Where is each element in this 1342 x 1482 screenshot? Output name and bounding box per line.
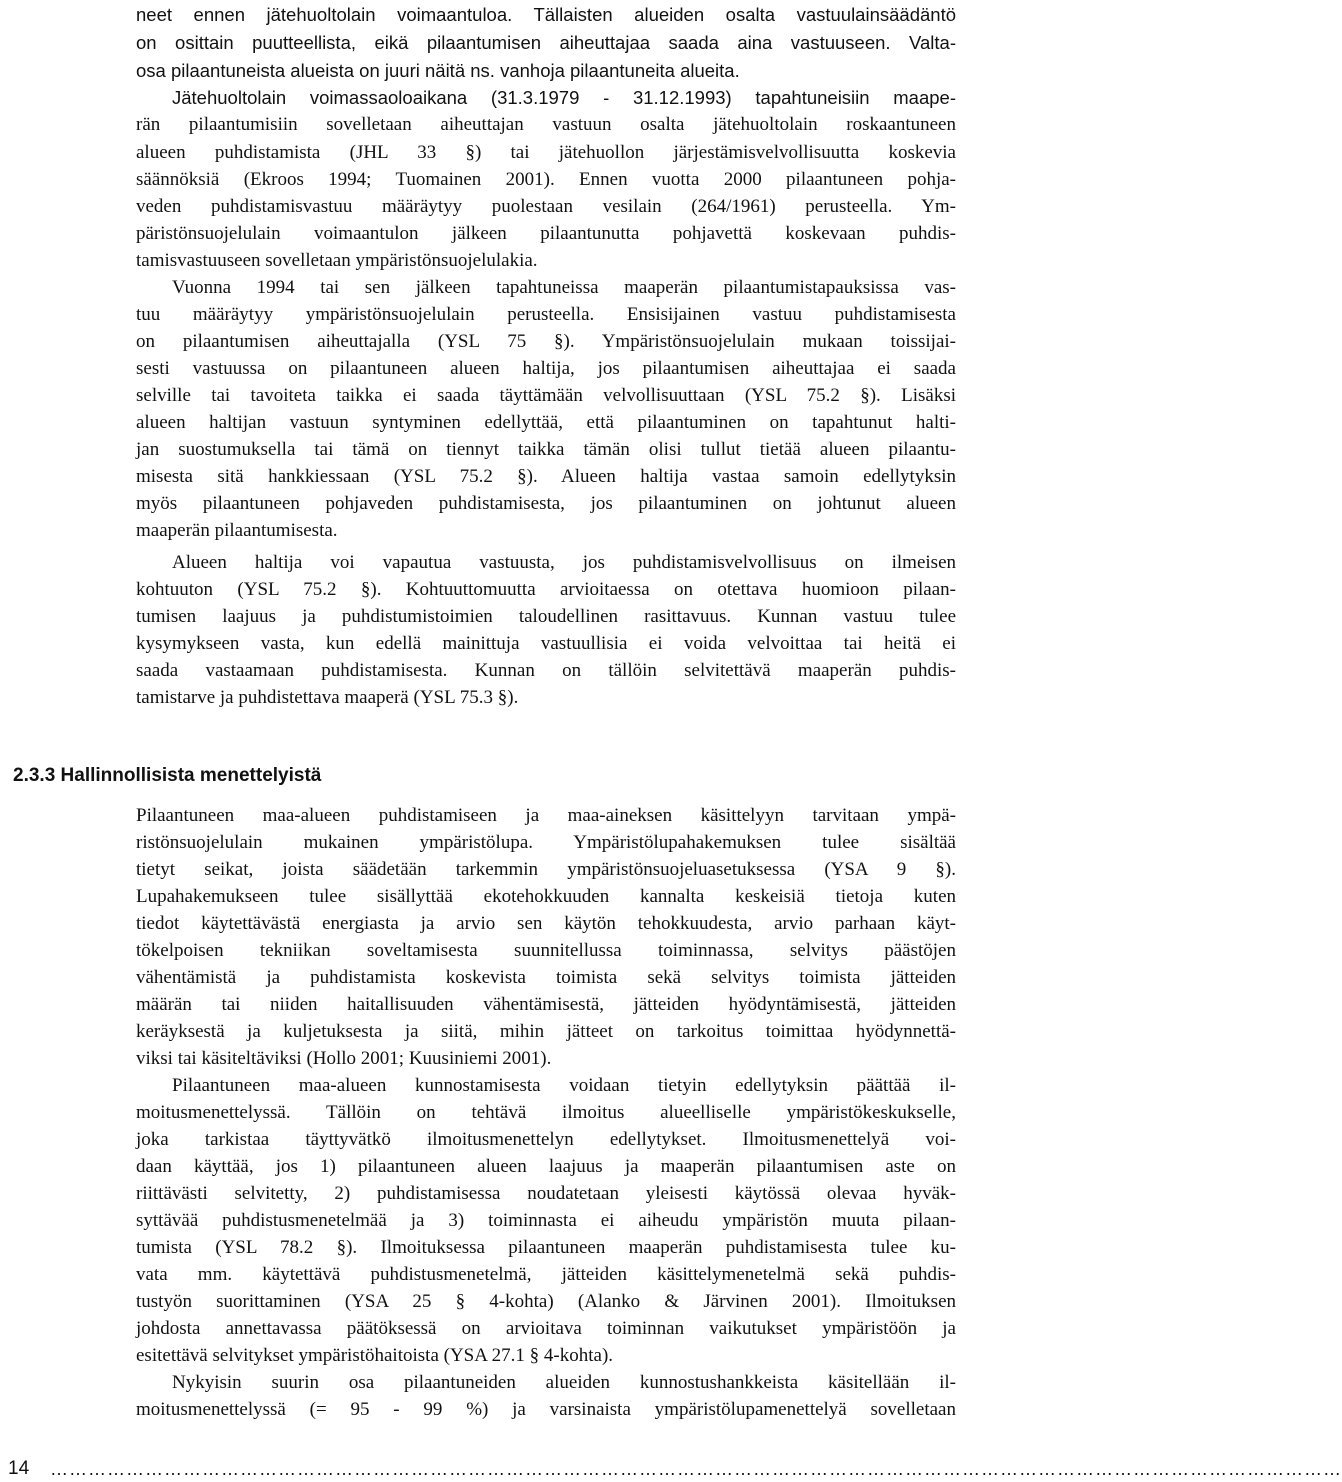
text-line: riittävästi selvitetty, 2) puhdistamisessa noudatetaan yleisesti käytössä olevaa hyväk- bbox=[136, 1183, 956, 1204]
text-line: esitettävä selvitykset ympäristöhaitoista (YSA 27.1 § 4-kohta). bbox=[136, 1345, 614, 1366]
text-line: daan käyttää, jos 1) pilaantuneen alueen laajuus ja maaperän pilaantumisen aste on bbox=[136, 1156, 956, 1177]
text-line: veden puhdistamisvastuu määräytyy puolestaan vesilain (264/1961) perusteella. Ym- bbox=[136, 196, 956, 217]
text-line: johdosta annettavassa päätöksessä on arvioitava toiminnan vaikutukset ympäristöön ja bbox=[136, 1318, 956, 1339]
text-line: neet ennen jätehuoltolain voimaantuloa. Tällaisten alueiden osalta vastuulainsäädäntö bbox=[136, 4, 956, 25]
text-line: Alueen haltija voi vapautua vastuusta, jos puhdistamisvelvollisuus on ilmeisen bbox=[172, 552, 956, 573]
text-line: Pilaantuneen maa-alueen kunnostamisesta voidaan tietyin edellytyksin päättää il- bbox=[172, 1075, 956, 1096]
text-line: Jätehuoltolain voimassaoloaikana (31.3.1979 - 31.12.1993) tapahtuneisiin maape- bbox=[172, 87, 956, 108]
text-line: sesti vastuussa on pilaantuneen alueen haltija, jos pilaantumisen aiheuttajaa ei saada bbox=[136, 358, 956, 379]
text-line: moitusmenettelyssä (= 95 - 99 %) ja varsinaista ympäristölupamenettelyä sovelletaan bbox=[136, 1399, 956, 1420]
text-line: selville tai tavoiteta taikka ei saada täyttämään velvollisuuttaan (YSL 75.2 §). Lisäksi bbox=[136, 385, 956, 406]
text-line: säännöksiä (Ekroos 1994; Tuomainen 2001). Ennen vuotta 2000 pilaantuneen pohja- bbox=[136, 169, 956, 190]
text-line: rän pilaantumisiin sovelletaan aiheuttajan vastuun osalta jätehuoltolain roskaantuneen bbox=[136, 114, 956, 135]
text-line: tiedot käytettävästä energiasta ja arvio sen käytön tehokkuudesta, arvio parhaan käyt- bbox=[136, 913, 956, 934]
text-line: Vuonna 1994 tai sen jälkeen tapahtuneissa maaperän pilaantumistapauksissa vas- bbox=[172, 277, 956, 298]
text-line: Nykyisin suurin osa pilaantuneiden alueiden kunnostushankkeista käsitellään il- bbox=[172, 1372, 956, 1393]
text-line: tustyön suorittaminen (YSA 25 § 4-kohta) (Alanko & Järvinen 2001). Ilmoituksen bbox=[136, 1291, 956, 1312]
text-line: tamisvastuuseen sovelletaan ympäristönsuojelulakia. bbox=[136, 250, 538, 271]
text-line: tumista (YSL 78.2 §). Ilmoituksessa pilaantuneen maaperän puhdistamisesta tulee ku- bbox=[136, 1237, 956, 1258]
footer-dot-leader: …………………………………………………………………………………………………………………………………………………………………………………… bbox=[50, 1459, 1342, 1479]
page-number: 14 bbox=[8, 1458, 30, 1479]
text-line: tökelpoisen tekniikan soveltamisesta suunnitellussa toiminnassa, selvitys päästöjen bbox=[136, 940, 956, 961]
text-line: osa pilaantuneista alueista on juuri näitä ns. vanhoja pilaantuneita alueita. bbox=[136, 60, 740, 81]
text-line: kohtuuton (YSL 75.2 §). Kohtuuttomuutta arvioitaessa on otettava huomioon pilaan- bbox=[136, 579, 956, 600]
text-line: moitusmenettelyssä. Tällöin on tehtävä ilmoitus alueelliselle ympäristökeskukselle, bbox=[136, 1102, 956, 1123]
text-line: on osittain puutteellista, eikä pilaantumisen aiheuttajaa saada aina vastuuseen. Valta- bbox=[136, 32, 956, 53]
text-line: viksi tai käsiteltäviksi (Hollo 2001; Kuusiniemi 2001). bbox=[136, 1048, 552, 1069]
text-line: ristönsuojelulain mukainen ympäristölupa. Ympäristölupahakemuksen tulee sisältää bbox=[136, 832, 956, 853]
text-line: vata mm. käytettävä puhdistusmenetelmä, jätteiden käsittelymenetelmä sekä puhdis- bbox=[136, 1264, 956, 1285]
text-line: myös pilaantuneen pohjaveden puhdistamisesta, jos pilaantuminen on johtunut alueen bbox=[136, 493, 956, 514]
text-line: keräyksestä ja kuljetuksesta ja siitä, mihin jätteet on tarkoitus toimittaa hyödynnettä- bbox=[136, 1021, 956, 1042]
section-heading: 2.3.3 Hallinnollisista menettelyistä bbox=[13, 765, 322, 786]
text-line: tietyt seikat, joista säädetään tarkemmin ympäristönsuojeluasetuksessa (YSA 9 §). bbox=[136, 859, 956, 880]
text-line: saada vastaamaan puhdistamisesta. Kunnan on tällöin selvitettävä maaperän puhdis- bbox=[136, 660, 956, 681]
page-footer bbox=[0, 1458, 1342, 1480]
text-line: joka tarkistaa täyttyvätkö ilmoitusmenettelyn edellytykset. Ilmoitusmenettelyä voi- bbox=[136, 1129, 956, 1150]
text-line: alueen haltijan vastuun syntyminen edellyttää, että pilaantuminen on tapahtunut halti- bbox=[136, 412, 956, 433]
text-line: määrän tai niiden haitallisuuden vähentämisestä, jätteiden hyödyntämisestä, jätteiden bbox=[136, 994, 956, 1015]
text-line: kysymykseen vasta, kun edellä mainittuja vastuullisia ei voida velvoittaa tai heitä ei bbox=[136, 633, 956, 654]
text-line: jan suostumuksella tai tämä on tiennyt taikka tämän olisi tullut tietää alueen pilaantu- bbox=[136, 439, 956, 460]
text-line: misesta sitä hankkiessaan (YSL 75.2 §). Alueen haltija vastaa samoin edellytyksin bbox=[136, 466, 956, 487]
text-line: tuu määräytyy ympäristönsuojelulain perusteella. Ensisijainen vastuu puhdistamisesta bbox=[136, 304, 956, 325]
text-line: syttävää puhdistusmenetelmää ja 3) toiminnasta ei aiheudu ympäristön muuta pilaan- bbox=[136, 1210, 956, 1231]
text-line: vähentämistä ja puhdistamista koskevista toimista sekä selvitys toimista jätteiden bbox=[136, 967, 956, 988]
text-line: maaperän pilaantumisesta. bbox=[136, 520, 338, 541]
text-line: alueen puhdistamista (JHL 33 §) tai jätehuollon järjestämisvelvollisuutta koskevia bbox=[136, 142, 956, 163]
text-line: tamistarve ja puhdistettava maaperä (YSL 75.3 §). bbox=[136, 687, 519, 708]
text-line: päristönsuojelulain voimaantulon jälkeen pilaantunutta pohjavettä koskevaan puhdis- bbox=[136, 223, 956, 244]
text-line: Pilaantuneen maa-alueen puhdistamiseen ja maa-aineksen käsittelyyn tarvitaan ympä- bbox=[136, 805, 956, 826]
text-line: tumisen laajuus ja puhdistumistoimien taloudellinen rasittavuus. Kunnan vastuu tulee bbox=[136, 606, 956, 627]
text-line: on pilaantumisen aiheuttajalla (YSL 75 §). Ympäristönsuojelulain mukaan toissijai- bbox=[136, 331, 956, 352]
text-line: Lupahakemukseen tulee sisällyttää ekotehokkuuden kannalta keskeisiä tietoja kuten bbox=[136, 886, 956, 907]
